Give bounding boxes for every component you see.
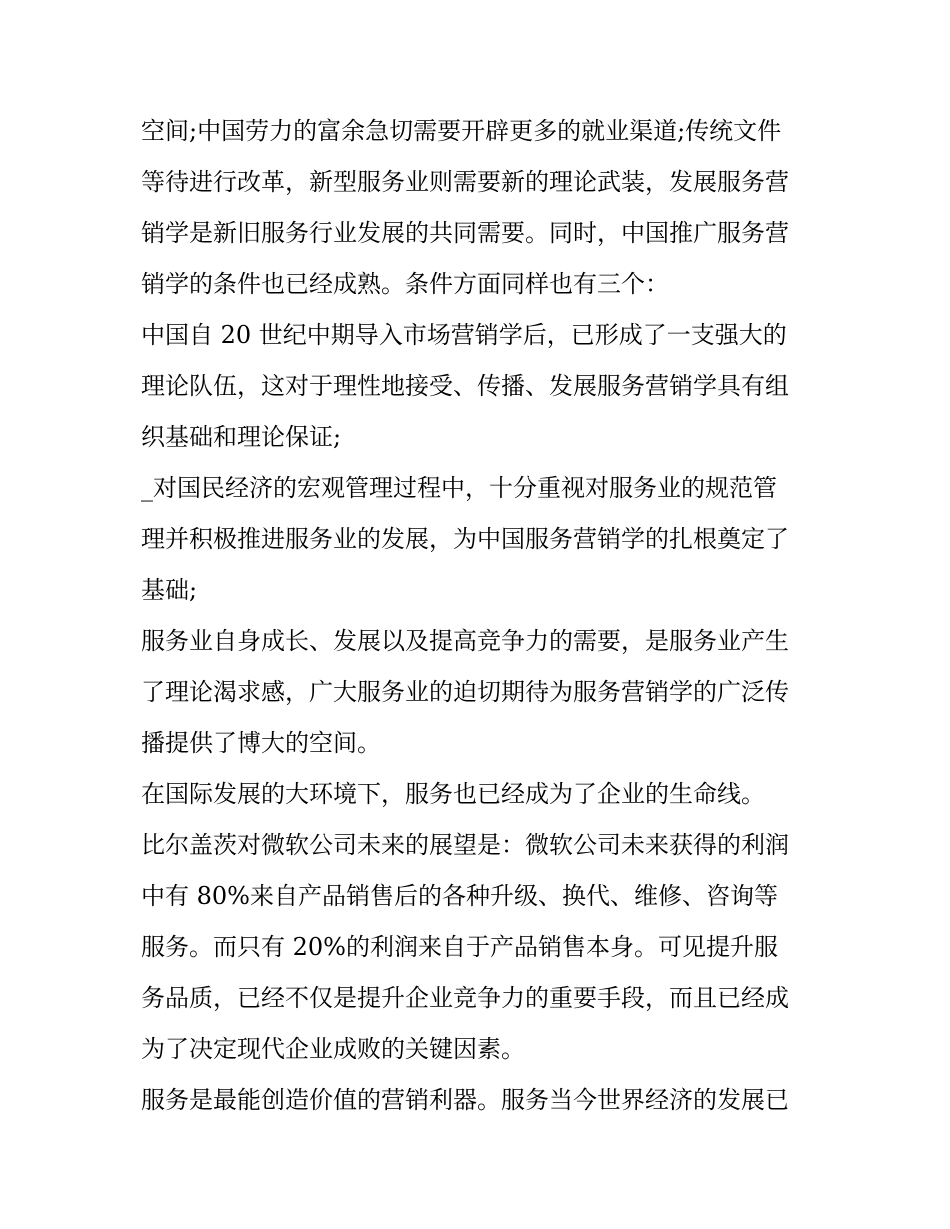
text-line: 中国自 20 世纪中期导入市场营销学后，已形成了一支强大的 xyxy=(141,321,787,349)
text-line: 了理论渴求感，广大服务业的迫切期待为服务营销学的广泛传 xyxy=(141,678,789,706)
text-line: 比尔盖茨对微软公司未来的展望是：微软公司未来获得的利润 xyxy=(141,831,789,859)
text-line: 播提供了博大的空间。 xyxy=(141,729,381,757)
text-line: 理论队伍，这对于理性地接受、传播、发展服务营销学具有组 xyxy=(141,372,789,400)
text-line: 服务。而只有 20%的利润来自于产品销售本身。可见提升服 xyxy=(141,933,778,961)
text-line: 在国际发展的大环境下，服务也已经成为了企业的生命线。 xyxy=(141,780,765,808)
body-text xyxy=(141,106,821,1126)
text-line: 销学的条件也已经成熟。条件方面同样也有三个： xyxy=(141,270,669,298)
text-line: 理并积极推进服务业的发展，为中国服务营销学的扎根奠定了 xyxy=(141,525,789,553)
text-line: 等待进行改革，新型服务业则需要新的理论武装，发展服务营 xyxy=(141,168,789,196)
text-line: 织基础和理论保证; xyxy=(141,423,342,451)
text-line: 为了决定现代企业成败的关键因素。 xyxy=(141,1035,525,1063)
text-line: 服务是最能创造价值的营销利器。服务当今世界经济的发展已 xyxy=(141,1086,789,1114)
text-line: 服务业自身成长、发展以及提高竞争力的需要，是服务业产生 xyxy=(141,627,789,655)
text-line: 空间;中国劳力的富余急切需要开辟更多的就业渠道;传统文件 xyxy=(141,117,782,145)
text-line: 基础; xyxy=(141,576,198,604)
text-line: _对国民经济的宏观管理过程中，十分重视对服务业的规范管 xyxy=(141,474,777,502)
text-line: 中有 80%来自产品销售后的各种升级、换代、维修、咨询等 xyxy=(141,882,778,910)
text-line: 务品质，已经不仅是提升企业竞争力的重要手段，而且已经成 xyxy=(141,984,789,1012)
text-line: 销学是新旧服务行业发展的共同需要。同时，中国推广服务营 xyxy=(141,219,789,247)
